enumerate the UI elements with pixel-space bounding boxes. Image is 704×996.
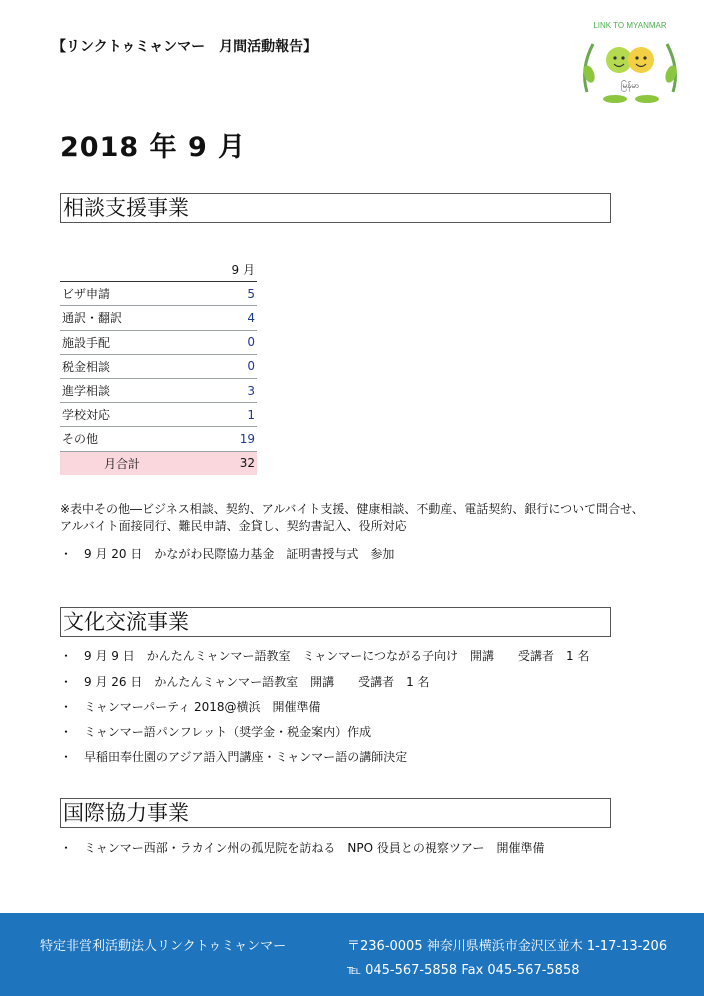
row-value: 5	[208, 282, 257, 306]
list-item-text: 9 月 9 日 かんたんミャンマー語教室 ミャンマーにつながる子向け 開講 受講者 1 名	[84, 649, 590, 663]
table-row	[60, 282, 257, 306]
footer-org-name: 特定非営利活動法人リンクトゥミャンマー	[40, 939, 287, 954]
total-label: 月合計	[60, 451, 208, 475]
table-total-row	[60, 451, 257, 475]
table-row	[60, 378, 257, 402]
list-item-text: 9 月 26 日 かんたんミャンマー語教室 開講 受講者 1 名	[84, 675, 430, 689]
bullet-mark: ・	[60, 675, 73, 689]
logo-text-bottom: မြန်မာ	[621, 81, 639, 90]
table-header-month: 9 月	[208, 258, 257, 282]
table-header-row	[60, 258, 257, 282]
list-item	[60, 673, 430, 690]
list-item-text: ミャンマー語パンフレット（奨学金・税金案内）作成	[84, 725, 372, 739]
report-header-title: 【リンクトゥミャンマー 月間活動報告】	[52, 39, 318, 55]
bullet-mark: ・	[60, 547, 73, 561]
list-item	[60, 698, 321, 715]
list-item-text: ミャンマー西部・ラカイン州の孤児院を訪ねる NPO 役員との視察ツアー 開催準備	[84, 841, 545, 855]
section-heading-consult: 相談支援事業	[60, 193, 611, 223]
bullet-mark: ・	[60, 725, 73, 739]
bullet-mark: ・	[60, 700, 73, 714]
consultation-stats-table	[60, 258, 257, 475]
list-item	[60, 647, 589, 664]
row-label: 税金相談	[60, 354, 208, 378]
list-item	[60, 545, 394, 562]
row-label: ビザ申請	[60, 282, 208, 306]
row-value: 3	[208, 378, 257, 402]
table-row	[60, 306, 257, 330]
footer-bar	[0, 913, 704, 996]
bullet-mark: ・	[60, 750, 73, 764]
total-value: 32	[208, 451, 257, 475]
logo-text-top: LINK TO MYANMAR	[593, 21, 667, 30]
footer-tel-fax: ℡ 045-567-5858 Fax 045-567-5858	[347, 963, 580, 978]
list-item-text: 9 月 20 日 かながわ民際協力基金 証明書授与式 参加	[84, 547, 395, 561]
list-item	[60, 839, 545, 856]
bullet-mark: ・	[60, 649, 73, 663]
row-value: 1	[208, 403, 257, 427]
link-to-myanmar-logo	[575, 14, 685, 109]
table-row	[60, 403, 257, 427]
month-title: 2018 年 9 月	[60, 132, 247, 163]
list-item	[60, 723, 371, 740]
row-label: その他	[60, 427, 208, 451]
row-label: 施設手配	[60, 330, 208, 354]
list-item	[60, 748, 407, 765]
table-row	[60, 427, 257, 451]
row-value: 19	[208, 427, 257, 451]
table-row	[60, 330, 257, 354]
list-item-text: ミャンマーパーティ 2018@横浜 開催準備	[84, 700, 321, 714]
row-label: 通訳・翻訳	[60, 306, 208, 330]
section-heading-intl: 国際協力事業	[60, 798, 611, 828]
section-heading-culture: 文化交流事業	[60, 607, 611, 637]
table-header-label	[60, 258, 208, 282]
row-label: 学校対応	[60, 403, 208, 427]
bullet-mark: ・	[60, 841, 73, 855]
other-category-note: ※表中その他―ビジネス相談、契約、アルバイト支援、健康相談、不動産、電話契約、銀行について問合せ、アルバイト面接同行、難民申請、金貸し、契約書記入、役所対応	[60, 502, 644, 533]
row-value: 4	[208, 306, 257, 330]
list-item-text: 早稲田奉仕園のアジア語入門講座・ミャンマー語の講師決定	[84, 750, 408, 764]
row-value: 0	[208, 354, 257, 378]
row-value: 0	[208, 330, 257, 354]
table-row	[60, 354, 257, 378]
footer-address: 〒236-0005 神奈川県横浜市金沢区並木 1-17-13-206	[347, 939, 668, 954]
row-label: 進学相談	[60, 378, 208, 402]
